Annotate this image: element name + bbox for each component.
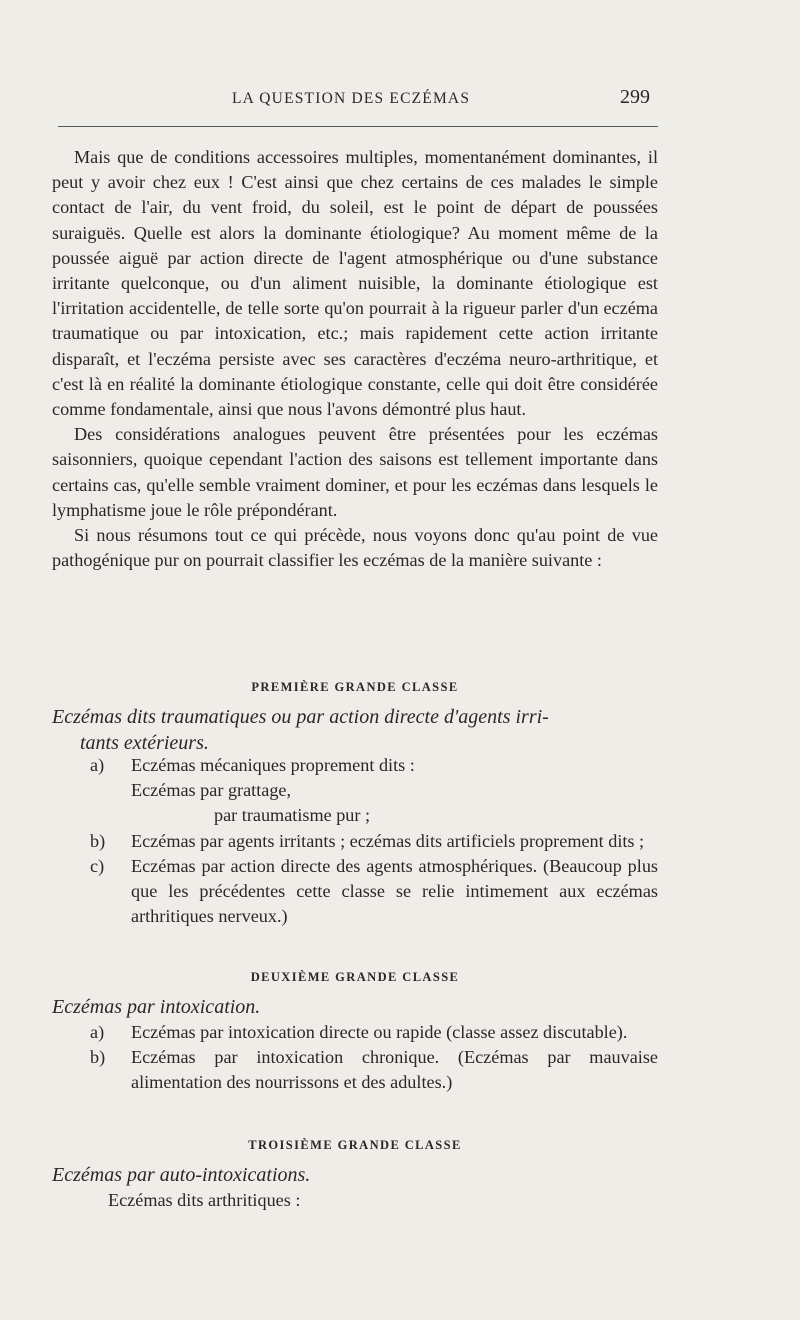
list-item: Eczémas dits arthritiques : — [108, 1190, 301, 1210]
item-text: Eczémas par intoxication chronique. (Eczémas par mauvaise alimentation des nourrissons et des adultes.) — [131, 1047, 658, 1093]
class-heading-1: PREMIÈRE GRANDE CLASSE — [251, 680, 459, 694]
item-text: Eczémas par agents irritants ; eczémas dits artificiels proprement dits ; — [131, 830, 645, 851]
item-text: Eczémas par intoxication directe ou rapide (classe assez discutable). — [131, 1022, 628, 1042]
list-item — [52, 1020, 658, 1045]
list-item — [52, 1045, 658, 1095]
item-text: Eczémas mécaniques proprement dits : — [131, 755, 415, 775]
class-title-line: Eczémas dits traumatiques ou par action directe d'agents irri- — [52, 706, 549, 728]
class-items-2 — [52, 1020, 658, 1096]
class-title-2 — [52, 994, 658, 1020]
class-heading-2: DEUXIÈME GRANDE CLASSE — [250, 970, 460, 984]
class-items-1 — [52, 753, 658, 929]
header-rule — [58, 126, 658, 127]
paragraph: Mais que de conditions accessoires multiples, momentanément dominantes, il peut y avoir chez eux ! C'est ainsi que chez certains de ces malades le simple contact de l'air, du vent froid, du soleil, est le point de départ de poussées suraiguës. Quelle est alors la dominante étiologique? Au moment même de la poussée aiguë par action directe de l'agent atmosphérique ou d'une substance irritante quelconque, ou d'un aliment nuisible, la dominante étiologique est l'irritation accidentelle, de telle sorte qu'on pourrait à la rigueur parler d'un eczéma traumatique ou par intoxication, etc.; mais rapidement cette action irritante disparaît, et l'eczéma persiste avec ses caractères d'eczéma neuro-arthritique, et c'est là en réalité la dominante étiologique constante, celle qui doit être considérée comme fondamentale, ainsi que nous l'avons démontré plus haut. — [52, 147, 658, 420]
item-marker: b) — [90, 830, 106, 851]
paragraph: Si nous résumons tout ce qui précède, nous voyons donc qu'au point de vue pathogénique pur on pourrait classifier les eczémas de la manière suivante : — [52, 525, 658, 571]
list-item — [52, 854, 658, 930]
item-marker: a) — [90, 1022, 105, 1042]
running-title: LA QUESTION DES ECZÉMAS — [232, 90, 471, 107]
sub-item: par traumatisme pur ; — [214, 805, 371, 826]
list-item — [52, 829, 658, 854]
class-title-1 — [52, 704, 658, 756]
item-marker: c) — [90, 855, 105, 876]
page-number: 299 — [620, 86, 650, 108]
class-heading-3: TROISIÈME GRANDE CLASSE — [248, 1138, 462, 1152]
item-marker: a) — [90, 755, 105, 775]
sub-item: Eczémas par grattage, — [131, 780, 292, 801]
class-title-line: Eczémas par intoxication. — [52, 996, 261, 1018]
class-title-line: Eczémas par auto-intoxications. — [52, 1164, 311, 1186]
item-text: Eczémas par action directe des agents atmosphériques. (Beaucoup plus que les précédentes cette classe se relie intimement aux eczémas arthritiques nerveux.) — [131, 855, 658, 927]
class-title-line: tants extérieurs. — [80, 732, 209, 754]
item-marker: b) — [90, 1047, 106, 1068]
paragraph: Des considérations analogues peuvent être présentées pour les eczémas saisonniers, quoique cependant l'action des saisons est tellement importante dans certains cas, qu'elle semble vraiment dominer, et pour les eczémas dans lesquels le lymphatisme joue le rôle prépondérant. — [52, 424, 658, 520]
class-title-3 — [52, 1162, 658, 1188]
body-text — [52, 145, 658, 573]
list-item — [52, 753, 658, 778]
class-items-3 — [52, 1188, 658, 1213]
